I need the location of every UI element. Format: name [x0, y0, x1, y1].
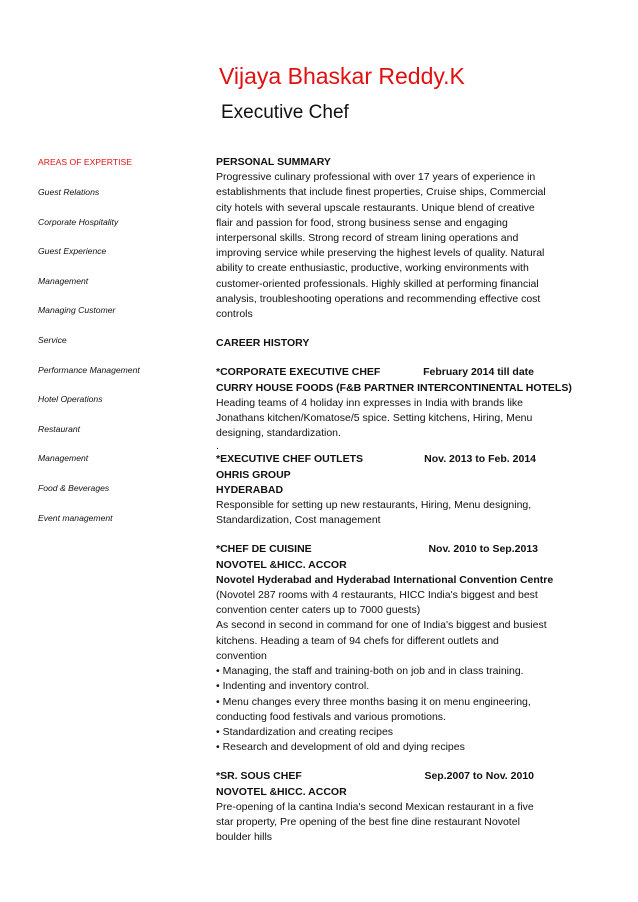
expertise-item: Restaurant — [38, 423, 81, 434]
summary-line: controls — [216, 308, 253, 321]
job-line: (Novotel 287 rooms with 4 restaurants, HICC India's biggest and best — [216, 589, 538, 602]
summary-line: ability to create enthusiastic, productive, working environments with — [216, 262, 529, 275]
expertise-sidebar — [38, 157, 198, 542]
job-line: designing, standardization. — [216, 427, 341, 440]
expertise-item: Guest Relations — [38, 187, 100, 197]
expertise-item: Food & Beverages — [38, 482, 110, 493]
job-line: • Standardization and creating recipes — [216, 725, 394, 738]
job-line: Pre-opening of la cantina India's second Mexican restaurant in a five — [216, 800, 534, 813]
job-role: *CHEF DE CUISINE — [216, 543, 312, 556]
job-header — [216, 365, 556, 380]
job-header — [216, 542, 556, 557]
summary-line: interpersonal skills. Strong record of stream lining operations and — [216, 232, 519, 245]
job-line: conducting food festivals and various promotions. — [216, 710, 446, 723]
job-company: CURRY HOUSE FOODS (F&B PARTNER INTERCONTINENTAL HOTELS) — [216, 381, 572, 394]
job-dates: Sep.2007 to Nov. 2010 — [424, 770, 534, 783]
job-role: *CORPORATE EXECUTIVE CHEF — [216, 366, 381, 379]
job-role: *SR. SOUS CHEF — [216, 770, 302, 783]
job-title: Executive Chef — [221, 102, 349, 123]
job-line: As second in second in command for one of India's biggest and busiest — [216, 619, 547, 632]
job-line: convention center caters up to 7000 guests) — [216, 604, 421, 617]
expertise-item: Event management — [38, 512, 113, 523]
job-line: Jonathans kitchen/Komatose/5 spice. Setting kitchens, Hiring, Menu — [216, 412, 533, 425]
job-dates: Nov. 2010 to Sep.2013 — [428, 543, 538, 556]
summary-heading: PERSONAL SUMMARY — [216, 156, 331, 168]
job-line: • Managing, the staff and training-both on job and in class training. — [216, 665, 524, 678]
candidate-name: Vijaya Bhaskar Reddy.K — [219, 63, 465, 89]
job-line: Standardization, Cost management — [216, 514, 381, 527]
job-line: star property, Pre opening of the best fine dine restaurant Novotel — [216, 815, 520, 828]
job-company: OHRIS GROUP — [216, 468, 291, 481]
job-dates: Nov. 2013 to Feb. 2014 — [424, 453, 536, 466]
expertise-item: Guest Experience — [38, 246, 107, 257]
expertise-item: Managing Customer — [38, 305, 116, 316]
job-line: • Menu changes every three months basing it on menu engineering, — [216, 695, 531, 708]
summary-line: Progressive culinary professional with over 17 years of experience in — [216, 171, 536, 184]
expertise-item: Management — [38, 453, 89, 464]
job-line: kitchens. Heading a team of 94 chefs for different outlets and — [216, 634, 499, 647]
job-location: HYDERABAD — [216, 483, 284, 496]
summary-line: analysis, troubleshooting operations and recommending effective cost — [216, 292, 541, 305]
job-line: . — [216, 440, 219, 453]
expertise-item: Corporate Hospitality — [38, 216, 119, 227]
summary-line: customer-oriented professionals. Highly skilled at performing financial — [216, 277, 539, 290]
expertise-item: Performance Management — [38, 364, 140, 375]
summary-line: city hotels with several upscale restaurants. Unique blend of creative — [216, 201, 535, 214]
job-line: boulder hills — [216, 831, 273, 844]
job-header — [216, 769, 556, 784]
job-property: Novotel Hyderabad and Hyderabad International Convention Centre — [216, 573, 554, 586]
summary-line: flair and passion for food, strong business sense and engaging — [216, 216, 508, 229]
career-heading: CAREER HISTORY — [216, 337, 310, 350]
job-line: • Research and development of old and dying recipes — [216, 741, 465, 754]
expertise-item: Hotel Operations — [38, 394, 103, 405]
resume-body — [216, 155, 572, 845]
job-role: *EXECUTIVE CHEF OUTLETS — [216, 453, 364, 466]
expertise-item: Management — [38, 275, 89, 286]
expertise-heading: AREAS OF EXPERTISE — [38, 157, 132, 167]
expertise-item: Service — [38, 334, 67, 345]
job-line: convention — [216, 649, 267, 662]
job-dates: February 2014 till date — [423, 366, 534, 379]
job-header — [216, 452, 556, 467]
job-line: Heading teams of 4 holiday inn expresses in India with brands like — [216, 396, 524, 409]
job-line: Responsible for setting up new restaurants, Hiring, Menu designing, — [216, 499, 532, 512]
summary-line: establishments that include finest properties, Cruise ships, Commercial — [216, 186, 546, 199]
summary-line: improving service while preserving the highest levels of quality. Natural — [216, 247, 545, 260]
job-line: • Indenting and inventory control. — [216, 680, 370, 693]
job-company: NOVOTEL &HICC. ACCOR — [216, 558, 347, 571]
job-company: NOVOTEL &HICC. ACCOR — [216, 785, 347, 798]
